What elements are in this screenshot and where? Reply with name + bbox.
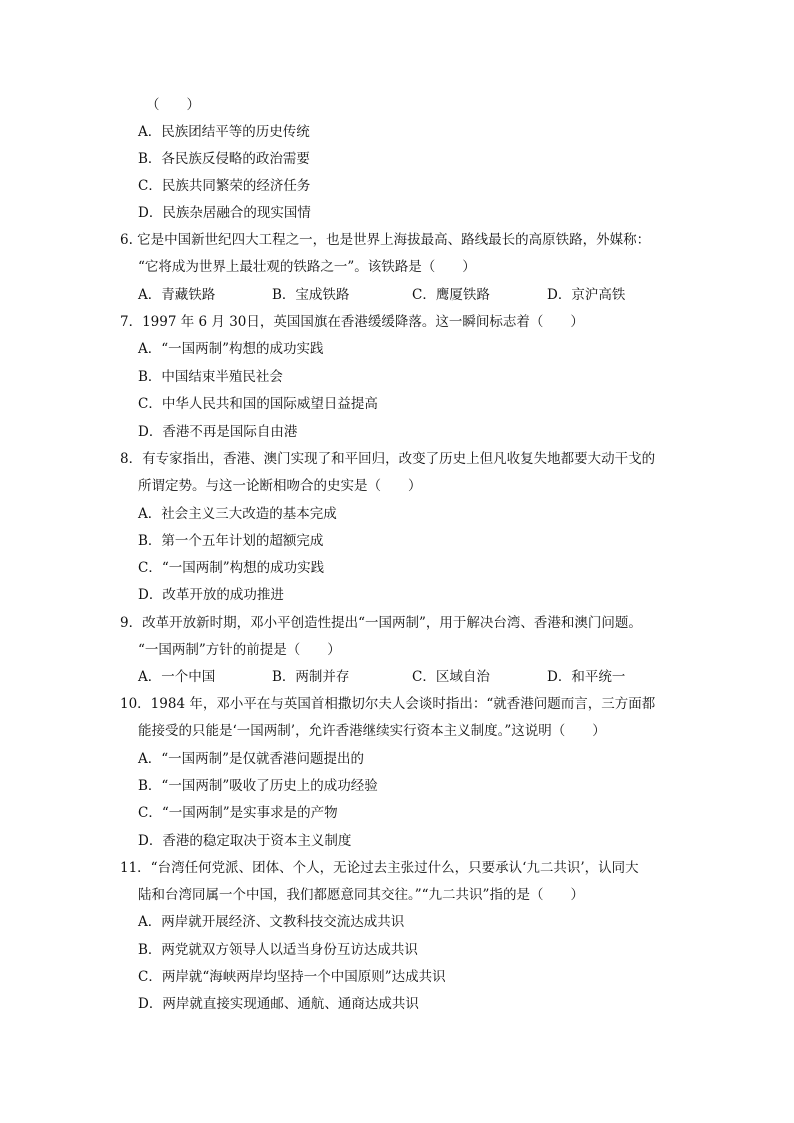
q11-option-c[interactable]: C．两岸就“海峡两岸均坚持一个中国原则”达成共识 bbox=[138, 969, 446, 985]
q7-option-c[interactable]: C．中华人民共和国的国际威望日益提高 bbox=[138, 396, 378, 412]
question-9-stem: 9．改革开放新时期，邓小平创造性提出“一国两制”，用于解决台湾、香港和澳门问题。 bbox=[120, 615, 642, 631]
q8-option-b[interactable]: B．第一个五年计划的超额完成 bbox=[138, 533, 324, 549]
q11-option-a[interactable]: A．两岸就开展经济、文教科技交流达成共识 bbox=[138, 914, 405, 930]
q8-option-a[interactable]: A．社会主义三大改造的基本完成 bbox=[138, 506, 337, 522]
q8-option-c[interactable]: C．“一国两制”构想的成功实践 bbox=[138, 560, 325, 576]
answer-bracket: （ ） bbox=[146, 97, 200, 113]
question-7-stem: 7．1997 年 6 月 30日，英国国旗在香港缓缓降落。这一瞬间标志着（ ） bbox=[120, 314, 584, 330]
q6-option-c[interactable]: C．鹰厦铁路 bbox=[412, 287, 490, 303]
q10-option-b[interactable]: B．“一国两制”吸收了历史上的成功经验 bbox=[138, 778, 378, 794]
question-6-stem-cont: “它将成为世界上最壮观的铁路之一”。该铁路是（ ） bbox=[138, 259, 476, 275]
q10-option-a[interactable]: A．“一国两制”是仅就香港问题提出的 bbox=[138, 751, 365, 767]
q10-option-c[interactable]: C．“一国两制”是实事求是的产物 bbox=[138, 805, 338, 821]
q9-option-b[interactable]: B．两制并存 bbox=[272, 669, 350, 685]
q6-option-b[interactable]: B．宝成铁路 bbox=[272, 287, 350, 303]
question-6-stem: 6. 它是中国新世纪四大工程之一，也是世界上海拔最高、路线最长的高原铁路，外媒称： bbox=[120, 232, 651, 248]
question-9-stem-cont: “一国两制”方针的前提是（ ） bbox=[138, 642, 341, 658]
option-c[interactable]: C．民族共同繁荣的经济任务 bbox=[138, 178, 311, 194]
q10-option-d[interactable]: D．香港的稳定取决于资本主义制度 bbox=[138, 833, 352, 849]
q6-option-a[interactable]: A．青藏铁路 bbox=[138, 287, 216, 303]
question-10-stem: 10．1984 年，邓小平在与英国首相撒切尔夫人会谈时指出：“就香港问题而言，三方面都 bbox=[120, 696, 656, 712]
question-10-stem-cont: 能接受的只能是‘一国两制’，允许香港继续实行资本主义制度。”这说明（ ） bbox=[138, 723, 606, 739]
q7-option-b[interactable]: B．中国结束半殖民社会 bbox=[138, 369, 283, 385]
q7-option-a[interactable]: A．“一国两制”构想的成功实践 bbox=[138, 341, 324, 357]
q7-option-d[interactable]: D．香港不再是国际自由港 bbox=[138, 424, 298, 440]
option-d[interactable]: D．民族杂居融合的现实国情 bbox=[138, 205, 311, 221]
question-8-stem: 8．有专家指出，香港、澳门实现了和平回归，改变了历史上但凡收复失地都要大动干戈的 bbox=[120, 451, 656, 467]
q9-option-c[interactable]: C．区域自治 bbox=[412, 669, 490, 685]
q11-option-d[interactable]: D．两岸就直接实现通邮、通航、通商达成共识 bbox=[138, 996, 419, 1012]
option-a[interactable]: A．民族团结平等的历史传统 bbox=[138, 124, 310, 140]
q11-option-b[interactable]: B．两党就双方领导人以适当身份互访达成共识 bbox=[138, 942, 418, 958]
q8-option-d[interactable]: D．改革开放的成功推进 bbox=[138, 587, 284, 603]
q6-option-d[interactable]: D．京沪高铁 bbox=[547, 287, 626, 303]
question-11-stem-cont: 陆和台湾同属一个中国，我们都愿意同其交往。”“九二共识”指的是（ ） bbox=[138, 887, 584, 903]
q9-option-d[interactable]: D．和平统一 bbox=[547, 669, 626, 685]
option-b[interactable]: B．各民族反侵略的政治需要 bbox=[138, 151, 310, 167]
q9-option-a[interactable]: A．一个中国 bbox=[138, 669, 216, 685]
question-11-stem: 11．“台湾任何党派、团体、个人，无论过去主张过什么，只要承认‘九二共识’，认同大 bbox=[120, 860, 639, 876]
question-8-stem-cont: 所谓定势。与这一论断相吻合的史实是（ ） bbox=[138, 478, 422, 494]
